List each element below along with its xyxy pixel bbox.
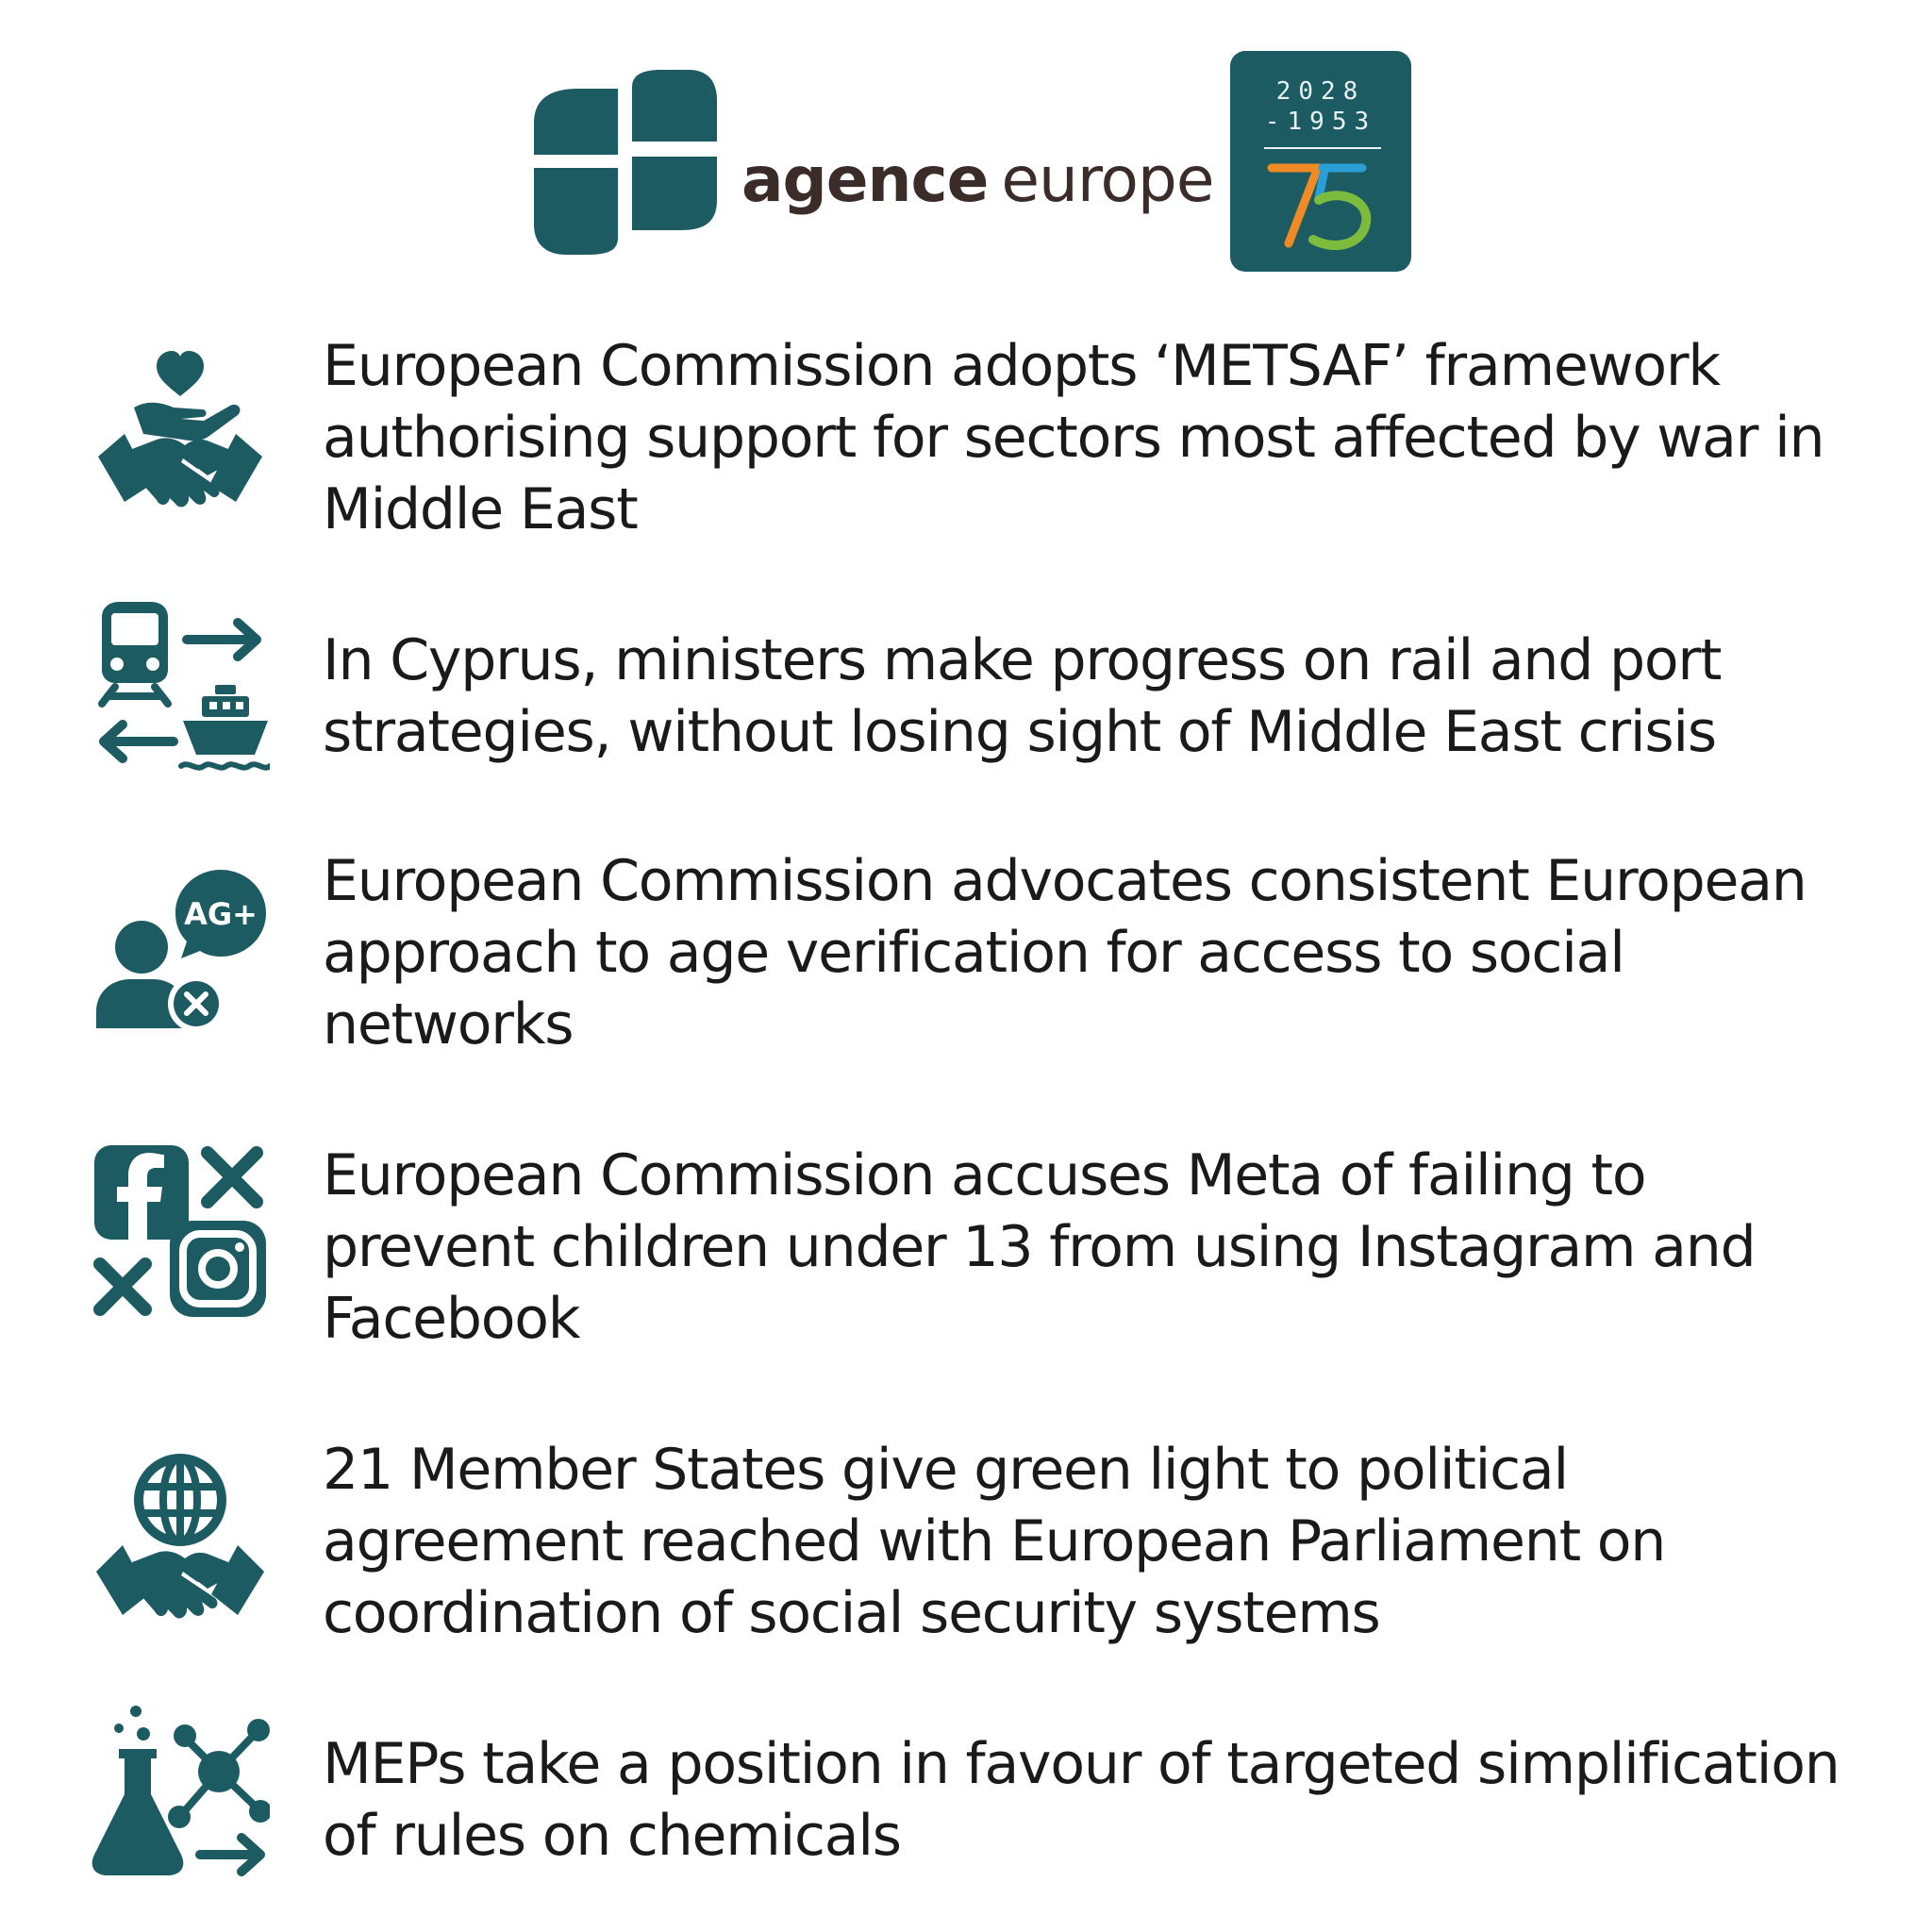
globe-handshake-icon	[91, 1451, 270, 1630]
badge-75-icon	[1264, 153, 1381, 257]
train-ship-arrows-icon	[91, 598, 270, 777]
badge-divider	[1264, 147, 1381, 149]
chemistry-flask-molecule-icon	[91, 1704, 270, 1883]
news-headline-4[interactable]: European Commission accuses Meta of failing to prevent children under 13 from using Instagram and Facebook	[323, 1142, 1756, 1352]
age-badge-label: AG+	[184, 896, 258, 932]
badge-year-top: 2028	[1275, 77, 1366, 106]
anniversary-badge	[1230, 51, 1411, 272]
news-headline-2[interactable]: In Cyprus, ministers make progress on rail and port strategies, without losing sight of Middle East crisis	[323, 627, 1722, 765]
brand-word-europe: europe	[1001, 143, 1214, 216]
handshake-heart-icon	[91, 343, 270, 523]
news-headline-1[interactable]: European Commission adopts ‘METSAF’ framework authorising support for sectors most affected by war in Middle East	[323, 333, 1824, 542]
brand-word-agence: agence	[741, 143, 989, 216]
header	[0, 0, 1932, 283]
news-headline-3[interactable]: European Commission advocates consistent European approach to age verification for access to social networks	[323, 848, 1807, 1058]
news-headline-5[interactable]: 21 Member States give green light to political agreement reached with European Parliament on coordination of social security systems	[323, 1437, 1666, 1646]
news-headline-6[interactable]: MEPs take a position in favour of targeted simplification of rules on chemicals	[323, 1731, 1840, 1869]
agence-europe-logo-mark-icon	[528, 68, 722, 257]
agence-europe-wordmark	[741, 143, 1214, 216]
age-verification-user-icon	[91, 862, 270, 1041]
facebook-instagram-blocked-icon	[91, 1141, 270, 1321]
badge-year-bottom: -1953	[1264, 108, 1377, 136]
